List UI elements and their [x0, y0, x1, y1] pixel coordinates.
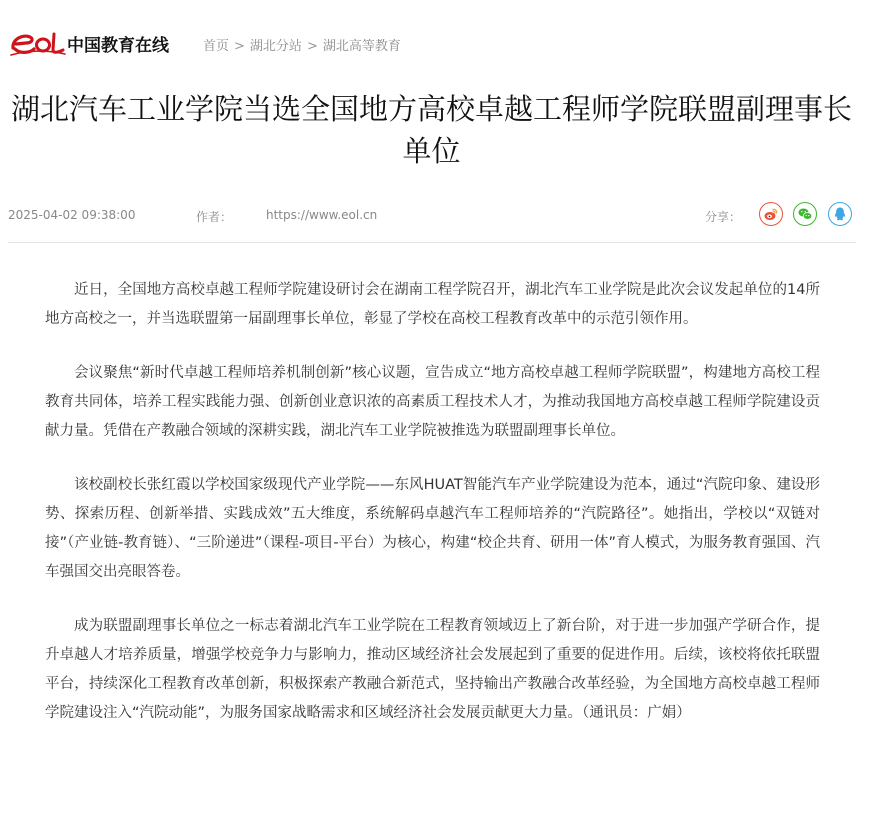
weibo-icon	[763, 206, 779, 222]
eol-logo-icon	[10, 28, 66, 58]
author-label: 作者：	[196, 210, 233, 224]
breadcrumb-higher-edu-link[interactable]: 湖北高等教育	[322, 39, 401, 54]
site-header	[0, 24, 873, 60]
article-meta	[0, 200, 873, 230]
meta-divider	[8, 242, 856, 243]
article-body	[45, 276, 820, 753]
wechat-icon	[797, 206, 813, 222]
site-logo-text: 中国教育在线	[67, 36, 169, 56]
breadcrumb-hubei-link[interactable]: 湖北分站	[249, 39, 302, 54]
breadcrumb-separator: >	[306, 39, 318, 54]
breadcrumb-separator: >	[234, 39, 245, 54]
article-paragraph: 成为联盟副理事长单位之一标志着湖北汽车工业学院在工程教育领域迈上了新台阶，对于进一步加强产学研合作，提升卓越人才培养质量，增强学校竞争力与影响力，推动区域经济社会发展起到了重要的促进作用。后续，该校将依托联盟平台，持续深化工程教育改革创新，积极探索产教融合新范式，坚持输出产教融合改革经验，为全国地方高校卓越工程师学院建设注入“汽院动能”，为服务国家战略需求和区域经济社会发展贡献更大力量。（通讯员：广娟）	[45, 618, 820, 721]
source-url: https://www.eol.cn	[266, 208, 378, 222]
breadcrumb	[203, 35, 401, 54]
qq-icon	[832, 206, 848, 222]
article-paragraph: 该校副校长张红霞以学校国家级现代产业学院——东风HUAT智能汽车产业学院建设为范本，通过“汽院印象、建设形势、探索历程、创新举措、实践成效”五大维度，系统解码卓越汽车工程师培养的“汽院路径”。她指出，学校以“双链对接”（产业链-教育链）、“三阶递进”（课程-项目-平台）为核心，构建“校企共育、研用一体”育人模式，为服务教育强国、汽车强国交出亮眼答卷。	[45, 477, 820, 580]
publish-date: 2025-04-02 09:38:00	[8, 208, 136, 222]
share-qq-button[interactable]	[828, 202, 852, 226]
article-paragraph: 会议聚焦“新时代卓越工程师培养机制创新”核心议题，宣告成立“地方高校卓越工程师学院联盟”，构建地方高校工程教育共同体，培养工程实践能力强、创新创业意识浓的高素质工程技术人才，为推动我国地方高校卓越工程师学院建设贡献力量。凭借在产教融合领域的深耕实践，湖北汽车工业学院被推选为联盟副理事长单位。	[45, 365, 820, 439]
site-logo[interactable]	[10, 28, 188, 58]
article-paragraph: 近日，全国地方高校卓越工程师学院建设研讨会在湖南工程学院召开，湖北汽车工业学院是此次会议发起单位的14所地方高校之一，并当选联盟第一届副理事长单位，彰显了学校在高校工程教育改革中的示范引领作用。	[45, 282, 820, 327]
breadcrumb-home-link[interactable]: 首页	[203, 39, 230, 54]
share-wechat-button[interactable]	[793, 202, 817, 226]
share-weibo-button[interactable]	[759, 202, 783, 226]
share-label: 分享：	[705, 210, 742, 224]
article-title: 湖北汽车工业学院当选全国地方高校卓越工程师学院联盟副理事长单位	[10, 92, 852, 168]
